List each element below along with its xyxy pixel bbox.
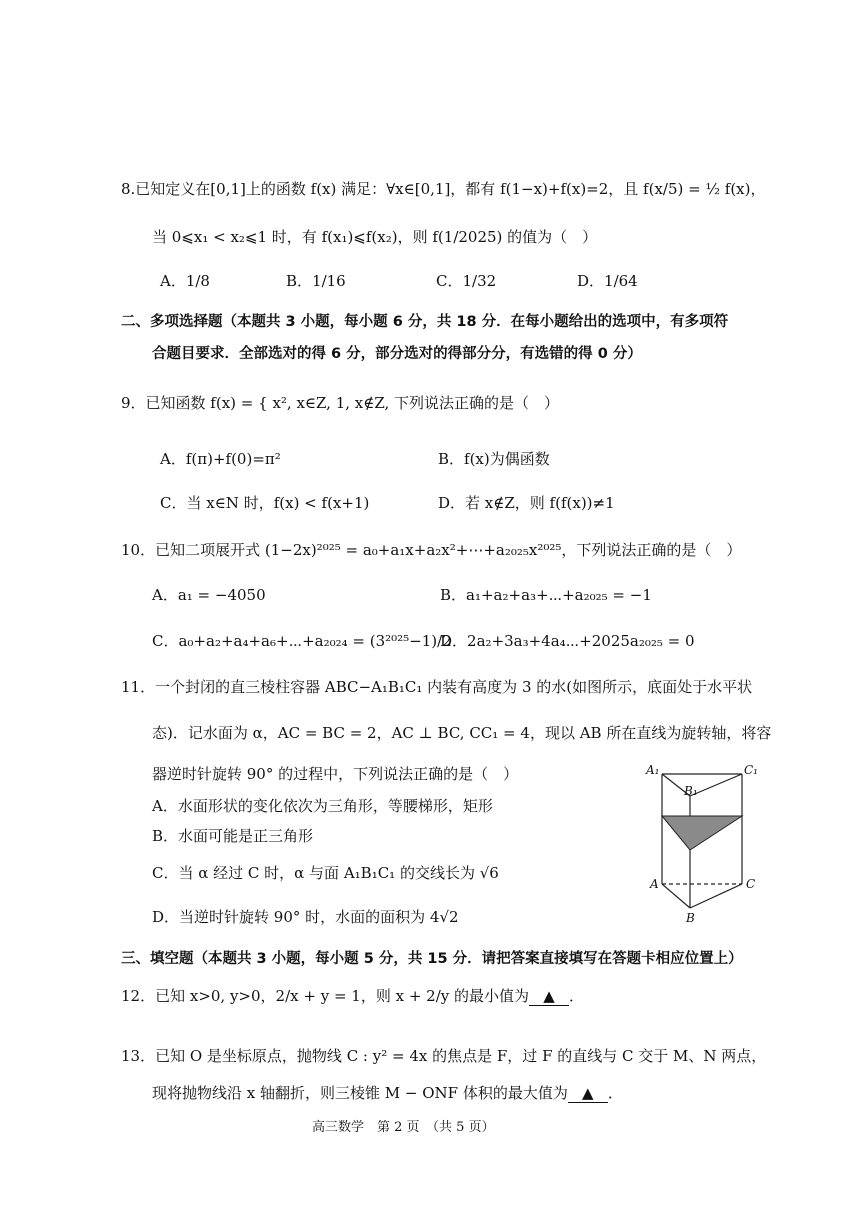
q11-line3: 器逆时针旋转 90° 的过程中，下列说法正确的是（ ） [152, 765, 519, 783]
q8-option-c: C．1/32 [436, 272, 497, 290]
q11-option-a: A．水面形状的变化依次为三角形，等腰梯形，矩形 [152, 797, 493, 815]
q13-end: ． [607, 1084, 623, 1102]
q8-line1: 8.已知定义在[0,1]上的函数 f(x) 满足：∀x∈[0,1]，都有 f(1−x)+f(x)=2，且 f(x/5) = ½ f(x)， [121, 180, 766, 198]
q9-option-a: A．f(π)+f(0)=π² [160, 450, 281, 468]
q12-end: ． [569, 987, 585, 1005]
prism-figure [640, 760, 770, 932]
q12-text: 12．已知 x>0, y>0，2/x + y = 1，则 x + 2/y 的最小值为 [121, 987, 530, 1005]
section2-header-line2: 合题目要求．全部选对的得 6 分，部分选对的得部分分，有选错的得 0 分） [152, 346, 642, 362]
q8-option-b: B．1/16 [286, 272, 346, 290]
q10-stem: 10．已知二项展开式 (1−2x)²⁰²⁵ = a₀+a₁x+a₂x²+⋯+a₂₀₂₅x²⁰²⁵，下列说法正确的是（ ） [121, 541, 742, 559]
q11-line1: 11．一个封闭的直三棱柱容器 ABC−A₁B₁C₁ 内装有高度为 3 的水(如图所示，底面处于水平状 [121, 678, 753, 696]
q10-option-b: B．a₁+a₂+a₃+⋯+a₂₀₂₅ = −1 [440, 586, 652, 604]
q10-option-d: D．2a₂+3a₃+4a₄⋯+2025a₂₀₂₅ = 0 [440, 632, 695, 650]
q8-option-a: A．1/8 [160, 272, 210, 290]
q10-option-c: C．a₀+a₂+a₄+a₆+⋯+a₂₀₂₄ = (3²⁰²⁵−1)/2 [152, 632, 452, 650]
label-b1: B₁ [684, 784, 698, 798]
section3-header: 三、填空题（本题共 3 小题，每小题 5 分，共 15 分．请把答案直接填写在答题卡相应位置上） [121, 951, 743, 967]
q8-option-d: D．1/64 [577, 272, 638, 290]
section2-header-line1: 二、多项选择题（本题共 3 小题，每小题 6 分，共 18 分．在每小题给出的选项中，有多项符 [121, 314, 729, 330]
q10-option-a: A．a₁ = −4050 [152, 586, 266, 604]
q13-line1: 13．已知 O 是坐标原点，抛物线 C : y² = 4x 的焦点是 F，过 F 的直线与 C 交于 M、N 两点， [121, 1047, 767, 1065]
page-footer: 高三数学 第 2 页 （共 5 页） [312, 1120, 495, 1135]
label-a1: A₁ [646, 763, 660, 777]
q11-option-c: C．当 α 经过 C 时，α 与面 A₁B₁C₁ 的交线长为 √6 [152, 864, 499, 882]
q9-option-d: D．若 x∉Z，则 f(f(x))≠1 [438, 494, 615, 512]
q9-stem: 9．已知函数 f(x) = { x², x∈Z, 1, x∉Z, 下列说法正确的是（ ） [121, 394, 560, 412]
q11-option-b: B．水面可能是正三角形 [152, 827, 314, 845]
q8-line2: 当 0⩽x₁ < x₂⩽1 时，有 f(x₁)⩽f(x₂)，则 f(1/2025) 的值为（ ） [152, 228, 598, 246]
q13-line2 [152, 1082, 623, 1103]
label-c1: C₁ [744, 763, 758, 777]
q12 [121, 985, 584, 1006]
q13-answer-blank: ▲ [568, 1084, 608, 1103]
q13-line2-text: 现将抛物线沿 x 轴翻折，则三棱锥 M − ONF 体积的最大值为 [152, 1084, 568, 1102]
q9-option-b: B．f(x)为偶函数 [438, 450, 550, 468]
q11-option-d: D．当逆时针旋转 90° 时，水面的面积为 4√2 [152, 908, 459, 926]
label-b: B [686, 911, 695, 925]
water-surface [662, 816, 742, 850]
q9-option-c: C．当 x∈N 时，f(x) < f(x+1) [160, 494, 370, 512]
label-c: C [746, 877, 756, 891]
label-a: A [650, 877, 659, 891]
q11-line2: 态)．记水面为 α，AC = BC = 2，AC ⊥ BC, CC₁ = 4，现以 AB 所在直线为旋转轴，将容 [152, 724, 772, 742]
q12-answer-blank: ▲ [529, 987, 569, 1006]
